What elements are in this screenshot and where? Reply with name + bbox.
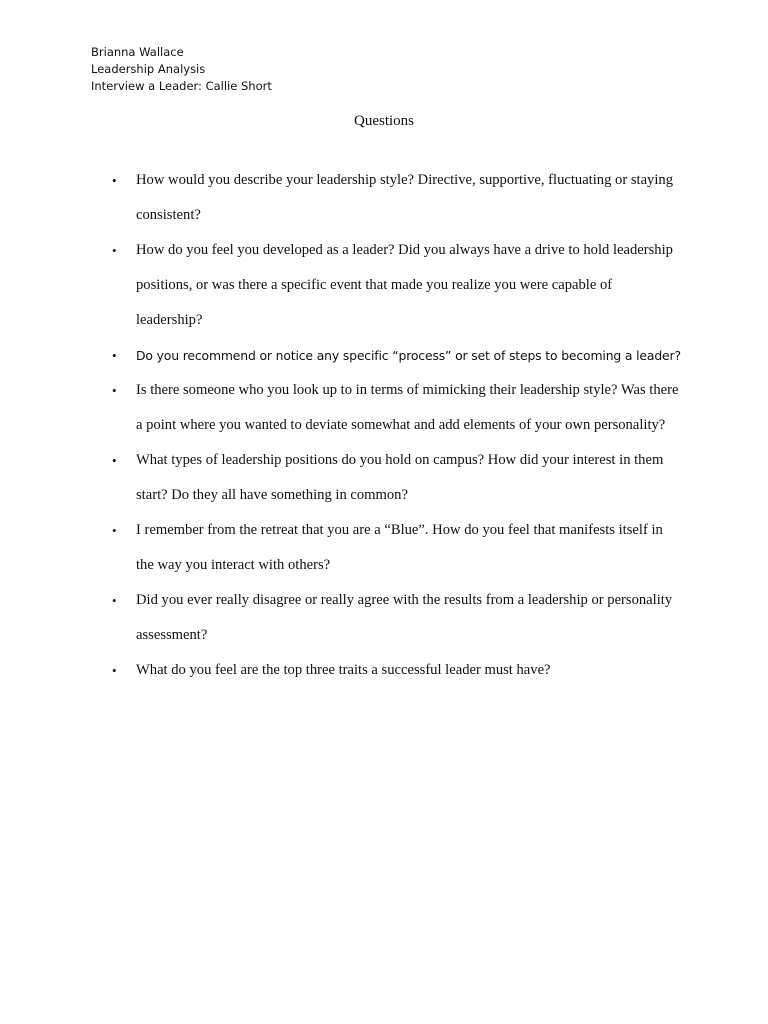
bullet-icon: •: [112, 593, 117, 608]
list-item: [112, 653, 682, 688]
page-title: Questions: [354, 113, 414, 129]
author-name: Brianna Wallace: [91, 45, 184, 59]
list-item: [112, 338, 682, 373]
list-item: [112, 443, 682, 513]
question-text: I remember from the retreat that you are a “Blue”. How do you feel that manifests itself in the way you interact with others?: [136, 522, 663, 573]
question-list: [112, 163, 682, 688]
bullet-icon: •: [112, 523, 117, 538]
list-item: [112, 373, 682, 443]
question-text: How do you feel you developed as a leader? Did you always have a drive to hold leadership positions, or was there a specific event that made you realize you were capable of leadership?: [136, 242, 673, 328]
question-text: How would you describe your leadership style? Directive, supportive, fluctuating or staying consistent?: [136, 172, 673, 223]
bullet-icon: •: [112, 453, 117, 468]
bullet-icon: •: [112, 383, 117, 398]
question-text: What types of leadership positions do you hold on campus? How did your interest in them start? Do they all have something in common?: [136, 452, 664, 503]
bullet-icon: •: [112, 348, 117, 363]
bullet-icon: •: [112, 243, 117, 258]
list-item: [112, 233, 682, 338]
question-text: Is there someone who you look up to in terms of mimicking their leadership style? Was there a point where you wanted to deviate somewhat and add elements of your own personality?: [136, 382, 679, 433]
bullet-icon: •: [112, 173, 117, 188]
assignment-title: Interview a Leader: Callie Short: [91, 79, 272, 93]
list-item: [112, 513, 682, 583]
document-header: [91, 44, 272, 95]
question-text: Do you recommend or notice any specific “process” or set of steps to becoming a leader?: [136, 348, 681, 363]
bullet-icon: •: [112, 663, 117, 678]
list-item: [112, 163, 682, 233]
course-name: Leadership Analysis: [91, 62, 206, 76]
question-text: Did you ever really disagree or really agree with the results from a leadership or personality assessment?: [136, 592, 673, 643]
list-item: [112, 583, 682, 653]
question-text: What do you feel are the top three traits a successful leader must have?: [136, 662, 551, 678]
